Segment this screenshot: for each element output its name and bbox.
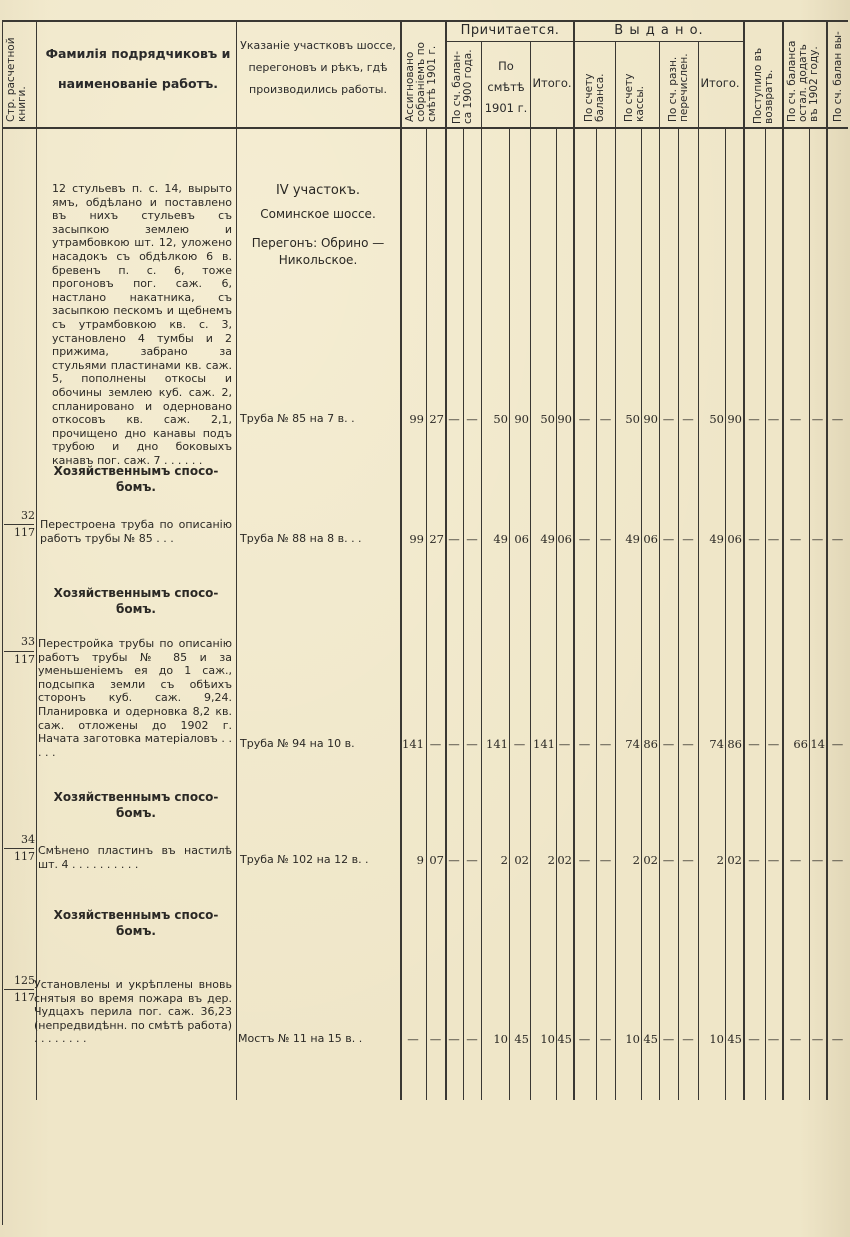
amount-cell-iss-bal-k: — — [599, 412, 612, 426]
header-due-total: Итого. — [532, 76, 572, 90]
book-page-ref: 33 — [21, 635, 35, 648]
amount-cell-iss-tr-k: — — [682, 412, 694, 426]
amount-cell-iss-tot-k: 02 — [727, 853, 742, 867]
amount-cell-ret-r: — — [748, 412, 760, 426]
amount-cell-assigned-k: — — [429, 1032, 442, 1046]
col-rule — [826, 20, 828, 1100]
amount-cell-rem-k: — — [811, 853, 824, 867]
amount-cell-due-est-r: 10 — [493, 1032, 508, 1046]
amount-cell-due-bal-r: — — [448, 853, 460, 867]
amount-cell-due-est-k: 02 — [514, 853, 529, 867]
amount-cell-assigned-k: — — [429, 737, 442, 751]
amount-cell-rem-r: 66 — [793, 737, 808, 751]
amount-cell-iss-cash-r: 49 — [625, 532, 640, 546]
header-due-estimate — [482, 56, 530, 119]
header-issued-cash: По счету кассы. — [623, 73, 646, 122]
amount-cell-iss-tot-r: 50 — [709, 412, 724, 426]
amount-cell-iss-cash-r: 74 — [625, 737, 640, 751]
header-issued-transfers: По сч. разн. перечислен. — [667, 53, 690, 122]
col-rule — [481, 41, 482, 1100]
amount-cell-due-bal-k: — — [466, 737, 478, 751]
amount-cell-iss-bal-r: — — [578, 412, 591, 426]
amount-cell-rem-k: — — [811, 412, 824, 426]
amount-cell-due-tot-k: 45 — [557, 1032, 572, 1046]
amount-cell-ret-k: — — [767, 1032, 780, 1046]
amount-cell-ret-r: — — [748, 853, 760, 867]
amount-cell-iss-tr-r: — — [662, 737, 675, 751]
amount-cell-iss-tr-k: — — [682, 737, 694, 751]
amount-cell-last: — — [831, 532, 844, 546]
amount-cell-iss-bal-k: — — [599, 532, 612, 546]
amount-cell-iss-bal-r: — — [578, 532, 591, 546]
col-rule — [426, 128, 427, 1100]
header-due-estimate-line: смѣтѣ — [487, 80, 525, 94]
amount-cell-iss-cash-k: 86 — [643, 737, 658, 751]
col-rule — [659, 41, 660, 1100]
col-rule — [573, 20, 575, 1100]
col-rule — [2, 20, 3, 1225]
amount-cell-assigned-r: 9 — [416, 853, 424, 867]
amount-cell-due-tot-r: 141 — [533, 737, 555, 751]
header-issued-balance: По счету баланса. — [583, 73, 606, 122]
amount-cell-due-tot-k: 02 — [557, 853, 572, 867]
amount-cell-due-tot-k: — — [558, 737, 571, 751]
book-page-rule — [4, 651, 34, 652]
header-due-estimate-line: По — [498, 59, 514, 73]
amount-cell-ret-r: — — [748, 737, 760, 751]
header-due-group-rule — [445, 41, 573, 42]
amount-cell-iss-tot-k: 45 — [727, 1032, 742, 1046]
entry-location: Труба № 94 на 10 в. — [240, 737, 355, 750]
amount-cell-iss-bal-k: — — [599, 853, 612, 867]
amount-cell-iss-cash-k: 45 — [643, 1032, 658, 1046]
col-rule — [556, 128, 557, 1100]
col-rule — [743, 20, 745, 1100]
section-highway: Соминское шоссе. — [260, 207, 376, 221]
amount-cell-rem-r: — — [789, 412, 802, 426]
col-rule — [765, 128, 766, 1100]
header-top-border — [2, 20, 848, 22]
col-rule — [641, 128, 642, 1100]
section-stretch-line: Перегонъ: Обрино — — [251, 236, 385, 250]
amount-cell-due-est-r: 50 — [493, 412, 508, 426]
amount-cell-due-est-r: 2 — [500, 853, 508, 867]
book-page-ref: 34 — [21, 833, 35, 846]
header-contractors: Фамилія подрядчиковъ и наименованіе работъ. — [45, 46, 231, 91]
amount-cell-iss-tot-r: 49 — [709, 532, 724, 546]
amount-cell-last: — — [831, 737, 844, 751]
section-title: IV участокъ. — [275, 183, 361, 198]
book-page-ref: 32 — [21, 509, 35, 522]
amount-cell-due-tot-r: 2 — [547, 853, 555, 867]
header-due-estimate-line: 1901 г. — [484, 101, 528, 115]
entry-method: Хозяйственнымъ спосо- бомъ. — [53, 586, 219, 616]
amount-cell-iss-cash-r: 50 — [625, 412, 640, 426]
amount-cell-due-tot-r: 49 — [540, 532, 555, 546]
book-page-rule — [4, 524, 34, 525]
header-group-issued: В ы д а н о. — [614, 23, 704, 38]
col-rule — [782, 20, 784, 1100]
amount-cell-assigned-r: — — [407, 1032, 419, 1046]
amount-cell-iss-tot-k: 90 — [727, 412, 742, 426]
amount-cell-due-tot-r: 10 — [540, 1032, 555, 1046]
amount-cell-iss-tot-r: 10 — [709, 1032, 724, 1046]
amount-cell-iss-cash-r: 10 — [625, 1032, 640, 1046]
col-rule — [530, 41, 531, 1100]
amount-cell-iss-tot-k: 06 — [727, 532, 742, 546]
amount-cell-ret-k: — — [767, 737, 780, 751]
amount-cell-iss-tr-r: — — [662, 853, 675, 867]
entry-method: Хозяйственнымъ спосо- бомъ. — [53, 464, 219, 494]
section-stretch-line: Никольское. — [278, 253, 358, 267]
col-rule — [615, 41, 616, 1100]
col-rule — [400, 20, 402, 1100]
header-issued-total: Итого. — [700, 76, 740, 90]
amount-cell-rem-r: — — [789, 1032, 802, 1046]
amount-cell-due-bal-r: — — [448, 532, 460, 546]
amount-cell-iss-tr-k: — — [682, 1032, 694, 1046]
col-rule — [809, 128, 810, 1100]
book-page-sub: 117 — [14, 991, 35, 1004]
book-page-sub: 117 — [14, 526, 35, 539]
amount-cell-iss-tr-k: — — [682, 853, 694, 867]
entry-description: Перестройка трубы по описанію работъ трубы № 85 и за уменьшеніемъ ея до 1 саж., подсыпка земли съ обѣихъ сторонъ куб. саж. 9,24. Планировка и одерновка 8,2 кв. саж. отложены до 1902 г. Начата заготовка матеріаловъ . . . . . — [38, 637, 232, 759]
amount-cell-due-est-k: 06 — [514, 532, 529, 546]
amount-cell-assigned-r: 99 — [409, 532, 424, 546]
amount-cell-due-bal-r: — — [448, 1032, 460, 1046]
amount-cell-assigned-k: 27 — [429, 412, 444, 426]
amount-cell-iss-bal-r: — — [578, 737, 591, 751]
book-page-sub: 117 — [14, 653, 35, 666]
amount-cell-last: — — [831, 1032, 844, 1046]
amount-cell-iss-cash-k: 06 — [643, 532, 658, 546]
amount-cell-due-bal-k: — — [466, 412, 478, 426]
amount-cell-due-bal-r: — — [448, 737, 460, 751]
amount-cell-due-est-k: 45 — [514, 1032, 529, 1046]
amount-cell-rem-k: — — [811, 1032, 824, 1046]
book-page-rule — [4, 989, 34, 990]
amount-cell-rem-k: — — [811, 532, 824, 546]
entry-description: Смѣнено пластинъ въ настилѣ шт. 4 . . . . . . . . . . — [38, 844, 232, 871]
amount-cell-due-bal-k: — — [466, 1032, 478, 1046]
amount-cell-due-tot-r: 50 — [540, 412, 555, 426]
col-rule — [698, 41, 699, 1100]
amount-cell-due-est-k: — — [513, 737, 526, 751]
entry-location: Труба № 85 на 7 в. . — [240, 412, 355, 425]
amount-cell-iss-bal-k: — — [599, 1032, 612, 1046]
amount-cell-iss-tr-r: — — [662, 532, 675, 546]
header-book-page: Стр. расчетной книги. — [5, 37, 28, 122]
col-rule — [445, 20, 447, 1100]
amount-cell-iss-tr-k: — — [682, 532, 694, 546]
header-bottom-border — [2, 127, 848, 129]
amount-cell-iss-tr-r: — — [662, 1032, 675, 1046]
header-remaining: По сч. баланса oстал. додать въ 1902 году. — [786, 40, 820, 122]
col-rule — [596, 128, 597, 1100]
amount-cell-assigned-k: 27 — [429, 532, 444, 546]
amount-cell-due-est-r: 141 — [486, 737, 508, 751]
amount-cell-due-bal-k: — — [466, 532, 478, 546]
col-rule — [236, 20, 237, 1100]
header-assigned: Ассигновано собраніемъ по смѣтѣ 1901 г. — [404, 42, 438, 122]
entry-location: Труба № 88 на 8 в. . . — [240, 532, 362, 545]
header-returned: Поступило въ возвратъ. — [752, 47, 775, 124]
amount-cell-last: — — [831, 412, 844, 426]
entry-method: Хозяйственнымъ спосо- бомъ. — [53, 790, 219, 820]
amount-cell-ret-r: — — [748, 1032, 760, 1046]
entry-description: Перестроена труба по описанію работъ трубы № 85 . . . — [40, 518, 232, 545]
header-due-balance: По сч. балан- са 1900 года. — [451, 49, 474, 124]
amount-cell-iss-tot-r: 74 — [709, 737, 724, 751]
amount-cell-iss-cash-r: 2 — [632, 853, 640, 867]
amount-cell-last: — — [831, 853, 844, 867]
amount-cell-assigned-k: 07 — [429, 853, 444, 867]
amount-cell-due-bal-r: — — [448, 412, 460, 426]
header-last: По сч. балан вы- — [832, 31, 844, 122]
amount-cell-ret-k: — — [767, 853, 780, 867]
amount-cell-assigned-r: 141 — [402, 737, 424, 751]
amount-cell-rem-r: — — [789, 532, 802, 546]
amount-cell-rem-k: 14 — [810, 737, 825, 751]
amount-cell-iss-tot-r: 2 — [716, 853, 724, 867]
amount-cell-iss-tr-r: — — [662, 412, 675, 426]
amount-cell-ret-r: — — [748, 532, 760, 546]
header-sections: Указаніе участковъ шоссе, перегоновъ и рѣкъ, гдѣ производились работы. — [240, 39, 396, 96]
amount-cell-iss-bal-r: — — [578, 1032, 591, 1046]
amount-cell-assigned-r: 99 — [409, 412, 424, 426]
col-rule — [36, 20, 37, 1100]
amount-cell-rem-r: — — [789, 853, 802, 867]
amount-cell-iss-bal-k: — — [599, 737, 612, 751]
book-page-sub: 117 — [14, 850, 35, 863]
amount-cell-iss-cash-k: 90 — [643, 412, 658, 426]
book-page-rule — [4, 848, 34, 849]
col-rule — [725, 128, 726, 1100]
col-rule — [678, 128, 679, 1100]
amount-cell-due-tot-k: 06 — [557, 532, 572, 546]
header-group-due: Причитается. — [460, 23, 560, 38]
amount-cell-due-est-k: 90 — [514, 412, 529, 426]
amount-cell-due-bal-k: — — [466, 853, 478, 867]
book-page-ref: 125 — [14, 974, 35, 987]
amount-cell-ret-k: — — [767, 532, 780, 546]
amount-cell-iss-cash-k: 02 — [643, 853, 658, 867]
entry-method: Хозяйственнымъ спосо- бомъ. — [53, 908, 219, 938]
amount-cell-iss-bal-r: — — [578, 853, 591, 867]
amount-cell-due-est-r: 49 — [493, 532, 508, 546]
entry-location: Труба № 102 на 12 в. . — [240, 853, 369, 866]
section-stretch — [238, 235, 398, 269]
amount-cell-ret-k: — — [767, 412, 780, 426]
entry-description: 12 стульевъ п. с. 14, вырыто ямъ, обдѣлано и поставлено въ нихъ стульевъ съ засыпкою землею и утрамбовкою шт. 12, уложено насадокъ съ обдѣлкою 6 в. бревенъ п. с. 6, тоже прогоновъ пог. саж. 6, настлано накатника, съ засыпкою пескомъ и щебнемъ съ утрамбовкою кв. с. 3, установлено 4 тумбы и 2 прижима, забрано за стульями пластинами кв. саж. 5, пополнены откосы и обочины землею куб. саж. 2, спланировано и одерновано откосовъ кв. саж. 2,1, прочищено дно канавы подъ трубою и дно боковыхъ канавъ пог. саж. 7 . . . . . . — [52, 182, 232, 467]
entry-description: Установлены и укрѣплены вновь снятыя во время пожара въ дер. Чудцахъ перила пог. саж. 36,23 (непредвидѣнн. по смѣтѣ работа) . . . . . . . . — [34, 978, 232, 1046]
entry-location: Мостъ № 11 на 15 в. . — [238, 1032, 363, 1045]
amount-cell-due-tot-k: 90 — [557, 412, 572, 426]
amount-cell-iss-tot-k: 86 — [727, 737, 742, 751]
col-rule — [509, 128, 510, 1100]
col-rule — [463, 128, 464, 1100]
